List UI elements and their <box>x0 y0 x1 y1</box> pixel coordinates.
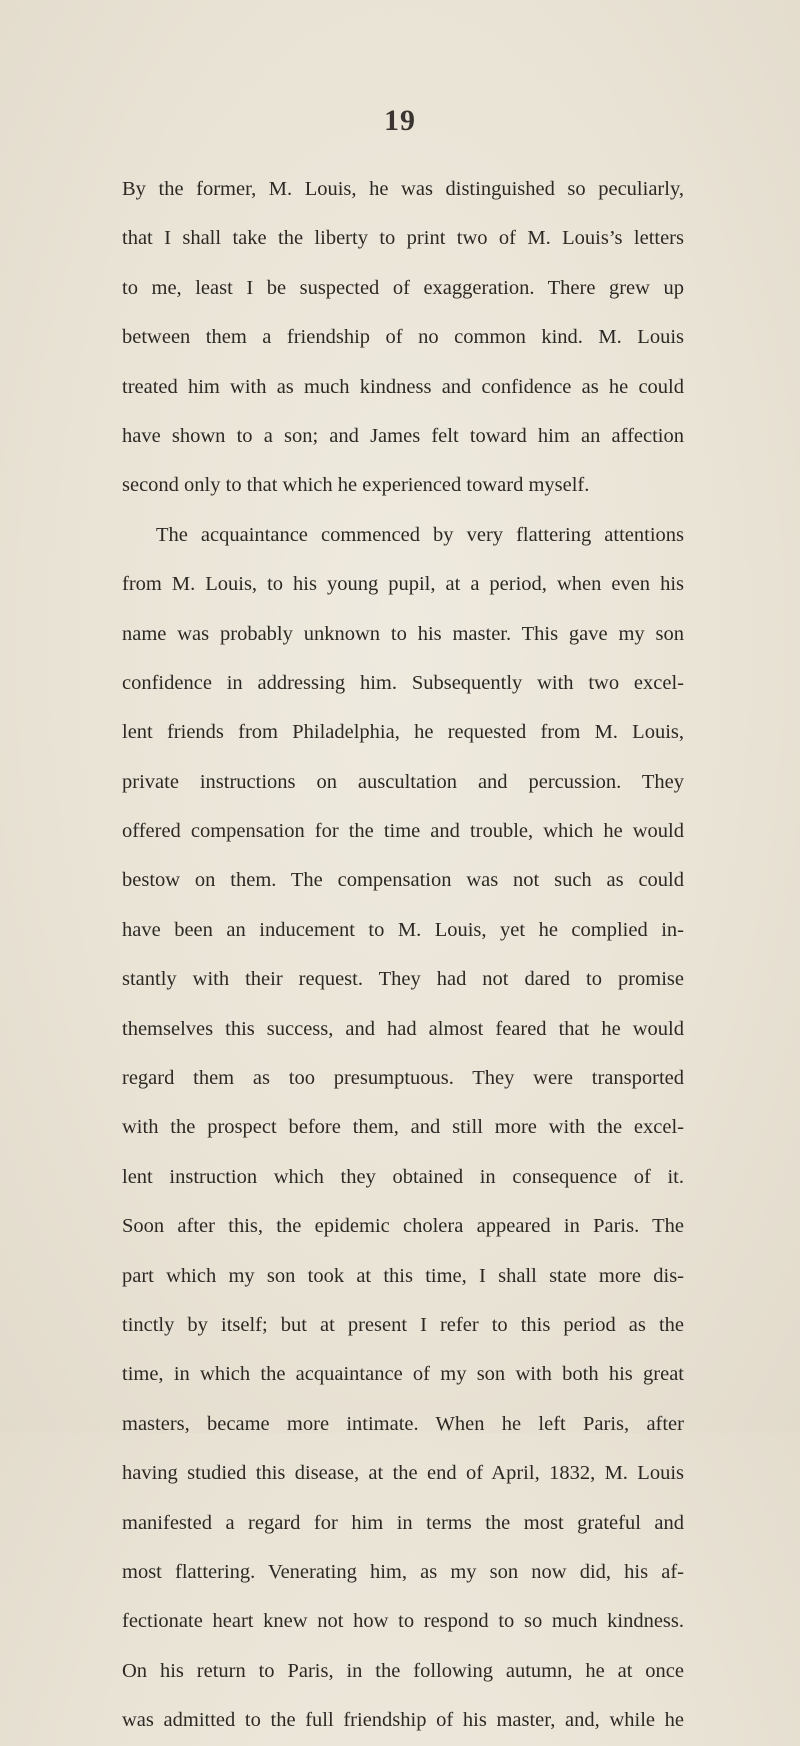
text-line: between them a friendship of no common kind. M. Louis <box>122 326 684 349</box>
text-line: private instructions on auscultation and percussion. They <box>122 770 684 793</box>
text-line: time, in which the acquaintance of my son with both his great <box>122 1363 684 1386</box>
text-line: stantly with their request. They had not dared to promise <box>122 968 684 991</box>
text-line: second only to that which he experienced toward myself. <box>122 474 590 497</box>
text-line: offered compensation for the time and trouble, which he would <box>122 820 684 843</box>
text-line: name was probably unknown to his master. This gave my son <box>122 622 684 645</box>
text-line: most flattering. Venerating him, as my son now did, his af- <box>122 1560 684 1583</box>
text-line: was admitted to the full friendship of his master, and, while he <box>122 1709 684 1732</box>
text-line: that I shall take the liberty to print two of M. Louis’s letters <box>122 227 684 250</box>
text-line: fectionate heart knew not how to respond to so much kindness. <box>122 1610 684 1633</box>
page-number: 19 <box>384 104 416 137</box>
text-line: have been an inducement to M. Louis, yet he complied in- <box>122 918 684 941</box>
text-line: masters, became more intimate. When he left Paris, after <box>122 1412 684 1435</box>
text-line: The acquaintance commenced by very flattering attentions <box>156 523 684 546</box>
text-line: themselves this success, and had almost feared that he would <box>122 1017 684 1040</box>
text-line: manifested a regard for him in terms the most grateful and <box>122 1511 684 1534</box>
text-line: bestow on them. The compensation was not such as could <box>122 869 684 892</box>
text-line: lent friends from Philadelphia, he requested from M. Louis, <box>122 721 684 744</box>
text-line: having studied this disease, at the end of April, 1832, M. Louis <box>122 1462 684 1485</box>
text-line: lent instruction which they obtained in consequence of it. <box>122 1165 684 1188</box>
text-line: to me, least I be suspected of exaggeration. There grew up <box>122 276 684 299</box>
text-line: with the prospect before them, and still more with the excel- <box>122 1116 684 1139</box>
text-line: tinctly by itself; but at present I refer to this period as the <box>122 1313 684 1336</box>
body-text <box>122 165 684 1746</box>
text-line: treated him with as much kindness and confidence as he could <box>122 375 684 398</box>
text-line: Soon after this, the epidemic cholera appeared in Paris. The <box>122 1215 684 1238</box>
text-line: On his return to Paris, in the following autumn, he at once <box>122 1659 684 1682</box>
text-line: part which my son took at this time, I shall state more dis- <box>122 1264 684 1287</box>
text-line: By the former, M. Louis, he was distinguished so peculiarly, <box>122 178 684 200</box>
text-line: confidence in addressing him. Subsequently with two excel- <box>122 671 684 694</box>
text-line: from M. Louis, to his young pupil, at a period, when even his <box>122 573 684 596</box>
text-line: have shown to a son; and James felt toward him an affection <box>122 424 684 447</box>
text-line: regard them as too presumptuous. They were transported <box>122 1067 684 1090</box>
